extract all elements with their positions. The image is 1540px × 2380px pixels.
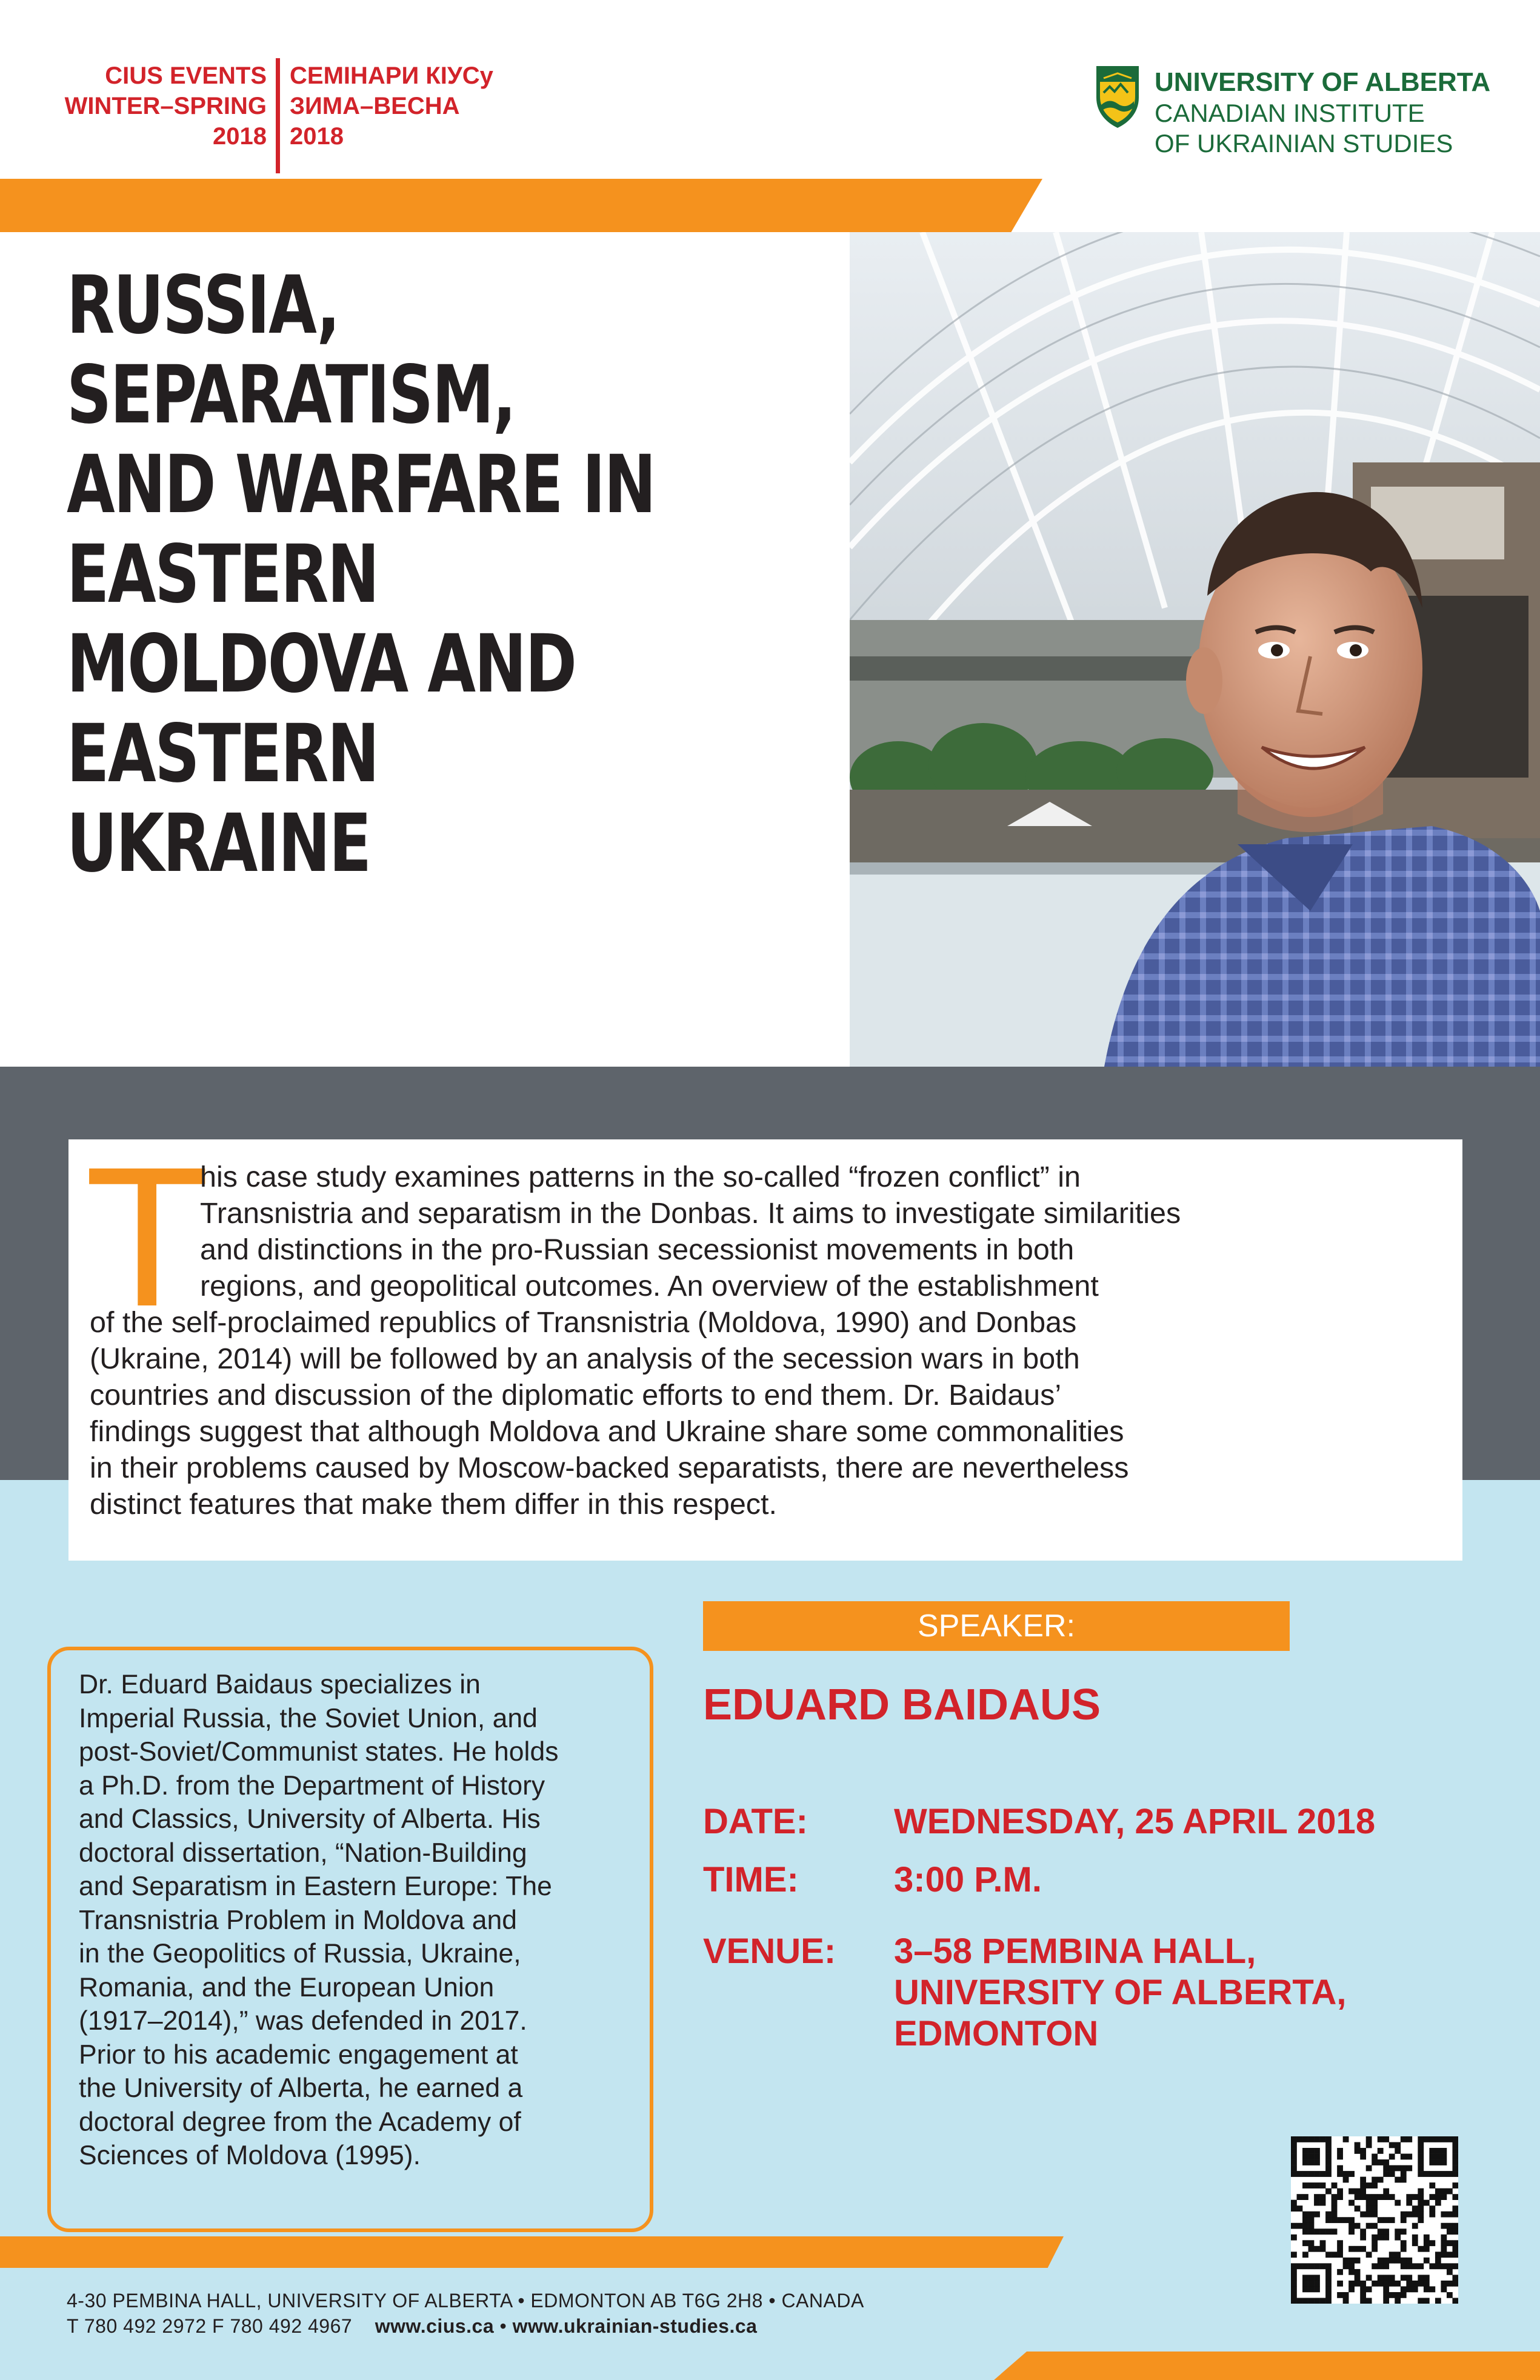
abstract-line: his case study examines patterns in the so-called “frozen conflict” in: [200, 1161, 1081, 1193]
footer-address: 4-30 PEMBINA HALL, UNIVERSITY OF ALBERTA • EDMONTON AB T6G 2H8 • CANADA: [67, 2290, 864, 2312]
title-line: MOLDOVA AND: [67, 618, 576, 711]
bio-line: (1917–2014),” was defended in 2017.: [79, 2006, 527, 2036]
time-value: 3:00 P.M.: [894, 1860, 1042, 1899]
abstract-line: (Ukraine, 2014) will be followed by an analysis of the secession wars in both: [90, 1342, 1080, 1375]
title-line: EASTERN: [67, 707, 378, 801]
abstract-drop-cap: T: [90, 1132, 205, 1350]
speaker-photo-illustration: [850, 232, 1540, 1067]
venue-line: 3–58 PEMBINA HALL,: [894, 1932, 1256, 1971]
university-name: UNIVERSITY OF ALBERTA: [1155, 67, 1491, 97]
events-line: 2018: [213, 123, 267, 150]
bio-line: Imperial Russia, the Soviet Union, and: [79, 1703, 538, 1733]
events-line: ЗИМА–ВЕСНА: [290, 93, 460, 119]
qr-code-icon: [1291, 2136, 1458, 2304]
footer-separator: •: [494, 2315, 513, 2337]
events-line: СЕМІНАРИ КІУСу: [290, 62, 493, 89]
bio-line: Sciences of Moldova (1995).: [79, 2141, 421, 2170]
bio-line: a Ph.D. from the Department of History: [79, 1770, 545, 1801]
bio-line: in the Geopolitics of Russia, Ukraine,: [79, 1939, 521, 1968]
venue-value: [894, 1931, 1347, 2055]
bio-line: Prior to his academic engagement at: [79, 2039, 518, 2070]
bio-line: the University of Alberta, he earned a: [79, 2073, 523, 2103]
website-link[interactable]: www.ukrainian-studies.ca: [512, 2315, 758, 2337]
website-link[interactable]: www.cius.ca: [375, 2315, 495, 2337]
institute-name: [1155, 98, 1518, 159]
event-title: [67, 261, 824, 888]
abstract-line: in their problems caused by Moscow-backed separatists, there are nevertheless: [90, 1452, 1129, 1484]
speaker-photo: [850, 232, 1540, 1067]
bio-line: doctoral dissertation, “Nation-Building: [79, 1838, 527, 1868]
venue-label: VENUE:: [703, 1932, 836, 1971]
date-value: WEDNESDAY, 25 APRIL 2018: [894, 1802, 1376, 1841]
abstract-line: and distinctions in the pro-Russian secessionist movements in both: [200, 1233, 1075, 1266]
venue-line: EDMONTON: [894, 2014, 1099, 2053]
title-line: EASTERN: [67, 528, 378, 621]
abstract-line: of the self-proclaimed republics of Transnistria (Moldova, 1990) and Donbas: [90, 1306, 1077, 1339]
bio-line: Romania, and the European Union: [79, 1972, 495, 2002]
university-shield-icon: [1094, 62, 1141, 129]
events-label-ua: [290, 61, 544, 152]
title-line: AND WARFARE IN: [67, 438, 655, 532]
abstract-line: Transnistria and separatism in the Donbas. It aims to investigate similarities: [200, 1197, 1181, 1230]
speaker-label: SPEAKER:: [703, 1601, 1290, 1651]
institute-line: CANADIAN INSTITUTE: [1155, 99, 1425, 127]
speaker-name: EDUARD BAIDAUS: [703, 1681, 1101, 1729]
footer-contacts: [67, 2314, 757, 2338]
events-label-en: [36, 61, 267, 152]
abstract-line: regions, and geopolitical outcomes. An overview of the establishment: [200, 1270, 1099, 1302]
title-line: UKRAINE: [67, 797, 370, 890]
title-line: SEPARATISM,: [67, 348, 515, 442]
events-divider: [276, 58, 280, 173]
abstract-line: distinct features that make them differ in this respect.: [90, 1488, 777, 1521]
abstract-line: findings suggest that although Moldova and Ukraine share some commonalities: [90, 1415, 1124, 1448]
bio-line: and Classics, University of Alberta. His: [79, 1804, 541, 1834]
bottom-orange-bar: [0, 2236, 1064, 2268]
institute-line: OF UKRAINIAN STUDIES: [1155, 129, 1453, 158]
events-line: WINTER–SPRING: [64, 93, 267, 119]
bio-line: doctoral degree from the Academy of: [79, 2107, 521, 2137]
time-label: TIME:: [703, 1860, 799, 1899]
bio-line: Transnistria Problem in Moldova and: [79, 1905, 518, 1935]
events-line: CIUS EVENTS: [105, 62, 267, 89]
venue-line: UNIVERSITY OF ALBERTA,: [894, 1973, 1347, 2012]
bio-line: post-Soviet/Communist states. He holds: [79, 1737, 559, 1767]
bio-line: and Separatism in Eastern Europe: The: [79, 1872, 552, 1901]
footer-phone: T 780 492 2972 F 780 492 4967: [67, 2315, 353, 2337]
bio-text: [79, 1668, 655, 2173]
abstract-line: countries and discussion of the diplomatic efforts to end them. Dr. Baidaus’: [90, 1379, 1062, 1412]
abstract-text: [90, 1159, 1435, 1522]
title-line: RUSSIA,: [67, 259, 339, 352]
bio-line: Dr. Eduard Baidaus specializes in: [79, 1670, 481, 1699]
top-orange-bar: [0, 179, 1042, 232]
date-label: DATE:: [703, 1802, 808, 1841]
qr-code[interactable]: [1291, 2136, 1458, 2304]
events-line: 2018: [290, 123, 344, 150]
bottom-orange-wedge: [994, 2352, 1540, 2380]
